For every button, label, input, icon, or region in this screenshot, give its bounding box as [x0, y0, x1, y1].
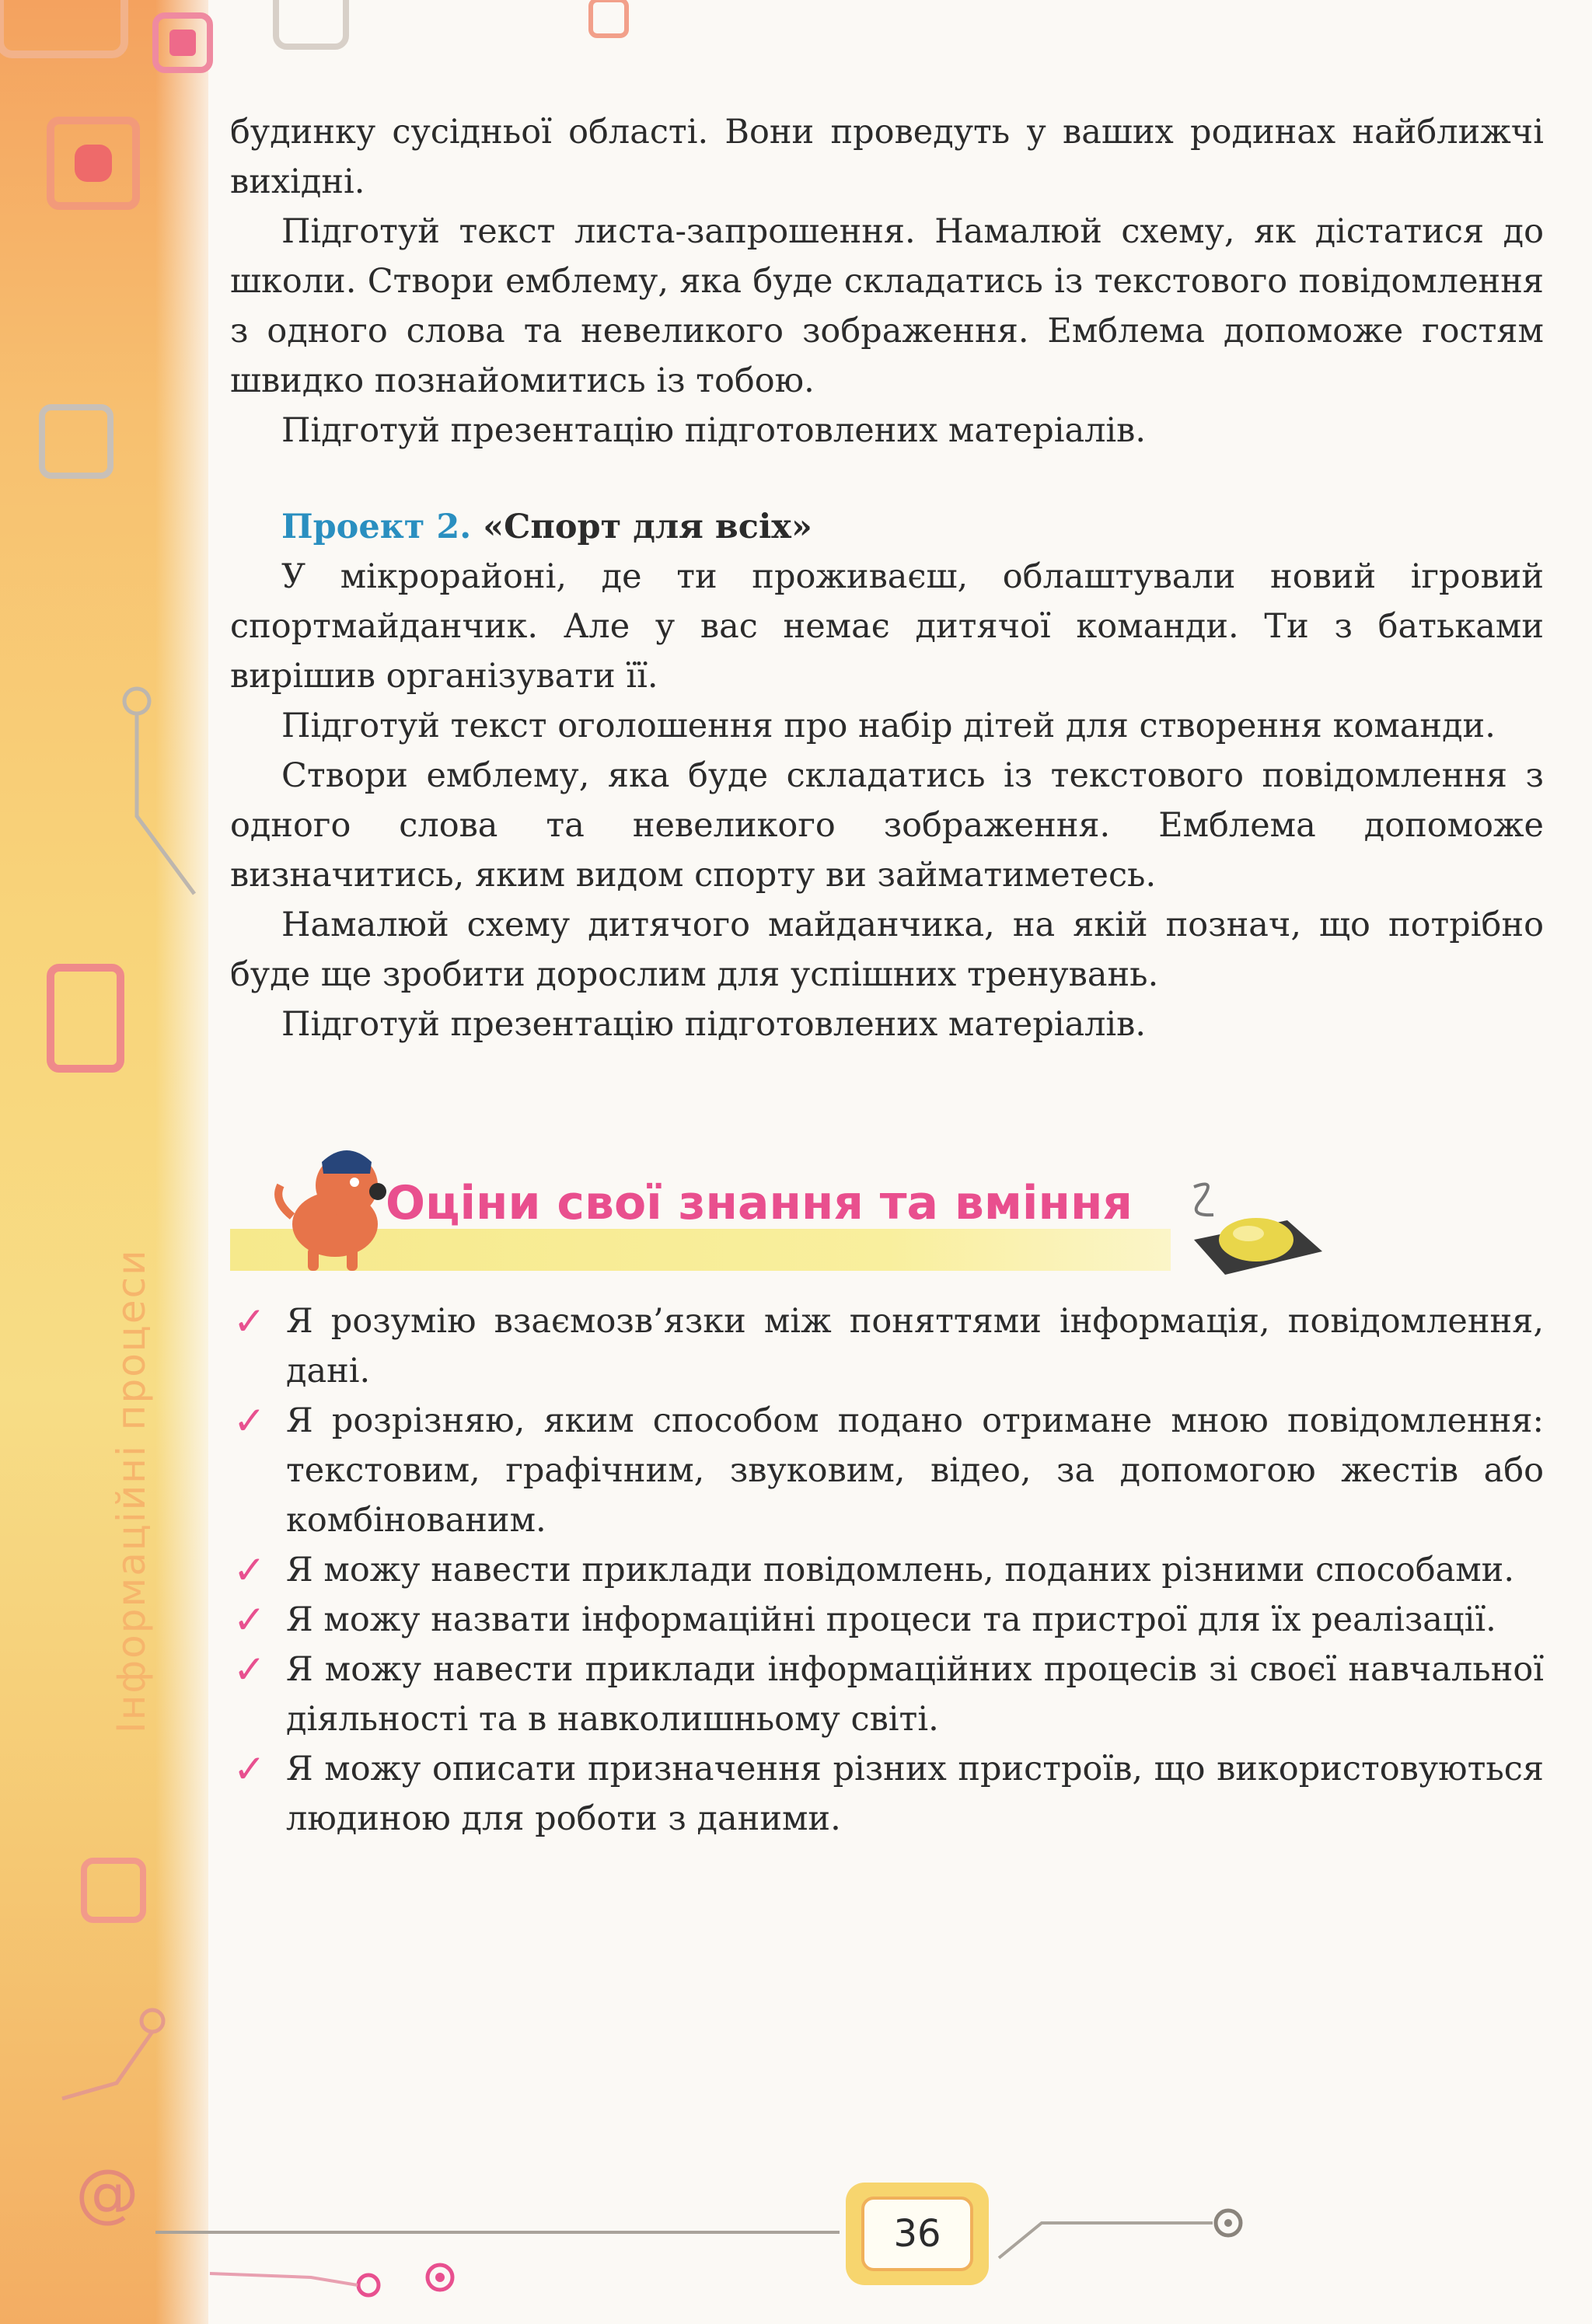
project-paragraph-1: У мікрорайоні, де ти проживаєш, облаштували новий ігровий спортмайданчик. Але у вас немає дитячої команди. Ти з батьками вирішив організувати її. [230, 557, 1544, 696]
check-item-text: Я розумію взаємозв’язки між поняттями інформація, повідомлення, дані. [286, 1302, 1544, 1391]
paragraph-top-1: будинку сусідньої області. Вони проведуть у ваших родинах найближчі вихідні. [230, 113, 1544, 201]
computer-mouse-icon [1171, 1178, 1326, 1279]
check-mark-icon: ✓ [233, 1647, 266, 1692]
assessment-checklist [230, 1296, 1544, 1844]
check-mark-icon: ✓ [233, 1398, 266, 1443]
at-symbol-icon: @ [75, 2156, 139, 2230]
check-item-text: Я можу навести приклади повідомлень, поданих різними способами. [286, 1551, 1514, 1589]
project-number: Проект 2. [281, 508, 472, 546]
project-paragraph-5: Підготуй презентацію підготовлених матеріалів. [281, 1005, 1147, 1044]
project-paragraph-4: Намалюй схему дитячого майданчика, на якій познач, що потрібно буде ще зробити дорослим для успішних тренувань. [230, 906, 1544, 994]
assessment-banner [230, 1131, 1334, 1283]
check-item [230, 1396, 1544, 1545]
paragraph-top-3: Підготуй презентацію підготовлених матеріалів. [281, 411, 1147, 450]
check-mark-icon: ✓ [233, 1746, 266, 1792]
paragraph-top-2: Підготуй текст листа-запрошення. Намалюй схему, як дістатися до школи. Створи емблему, яка буде складатись із текстового повідомлення з одного слова та невеликого зображення. Емблема допоможе гостям швидко познайомитись із тобою. [230, 212, 1544, 400]
check-item-text: Я можу навести приклади інформаційних процесів зі своєї навчальної діяльності та в навколишньому світі. [286, 1650, 1544, 1739]
check-item [230, 1545, 1544, 1595]
check-item-text: Я можу назвати інформаційні процеси та пристрої для їх реалізації. [286, 1600, 1496, 1639]
check-item [230, 1595, 1544, 1645]
check-mark-icon: ✓ [233, 1299, 266, 1344]
check-mark-icon: ✓ [233, 1548, 266, 1593]
main-text [230, 107, 1544, 1049]
check-item [230, 1744, 1544, 1844]
check-item [230, 1296, 1544, 1396]
project-heading [281, 502, 1544, 552]
project-paragraph-3: Створи емблему, яка буде складатись із текстового повідомлення з одного слова та невеликого зображення. Емблема допоможе визначитись, яким видом спорту ви займатиметесь. [230, 756, 1544, 895]
assessment-title: Оціни свої знання та вміння [386, 1176, 1133, 1230]
side-section-label: Інформаційні процеси [109, 1248, 154, 1733]
page-number-box [846, 2183, 989, 2285]
check-item [230, 1645, 1544, 1744]
footer-circuit [0, 2145, 1592, 2324]
check-mark-icon: ✓ [233, 1597, 266, 1642]
project-paragraph-2: Підготуй текст оголошення про набір дітей для створення команди. [281, 707, 1496, 745]
project-title: «Спорт для всіх» [483, 508, 812, 546]
check-item-text: Я розрізняю, яким способом подано отримане мною повідомлення: текстовим, графічним, звуковим, відео, за допомогою жестів або комбінованим. [286, 1401, 1544, 1540]
check-item-text: Я можу описати призначення різних пристроїв, що використовуються людиною для роботи з даними. [286, 1750, 1544, 1838]
circuit-lines [0, 0, 210, 2324]
page-number: 36 [861, 2197, 973, 2271]
